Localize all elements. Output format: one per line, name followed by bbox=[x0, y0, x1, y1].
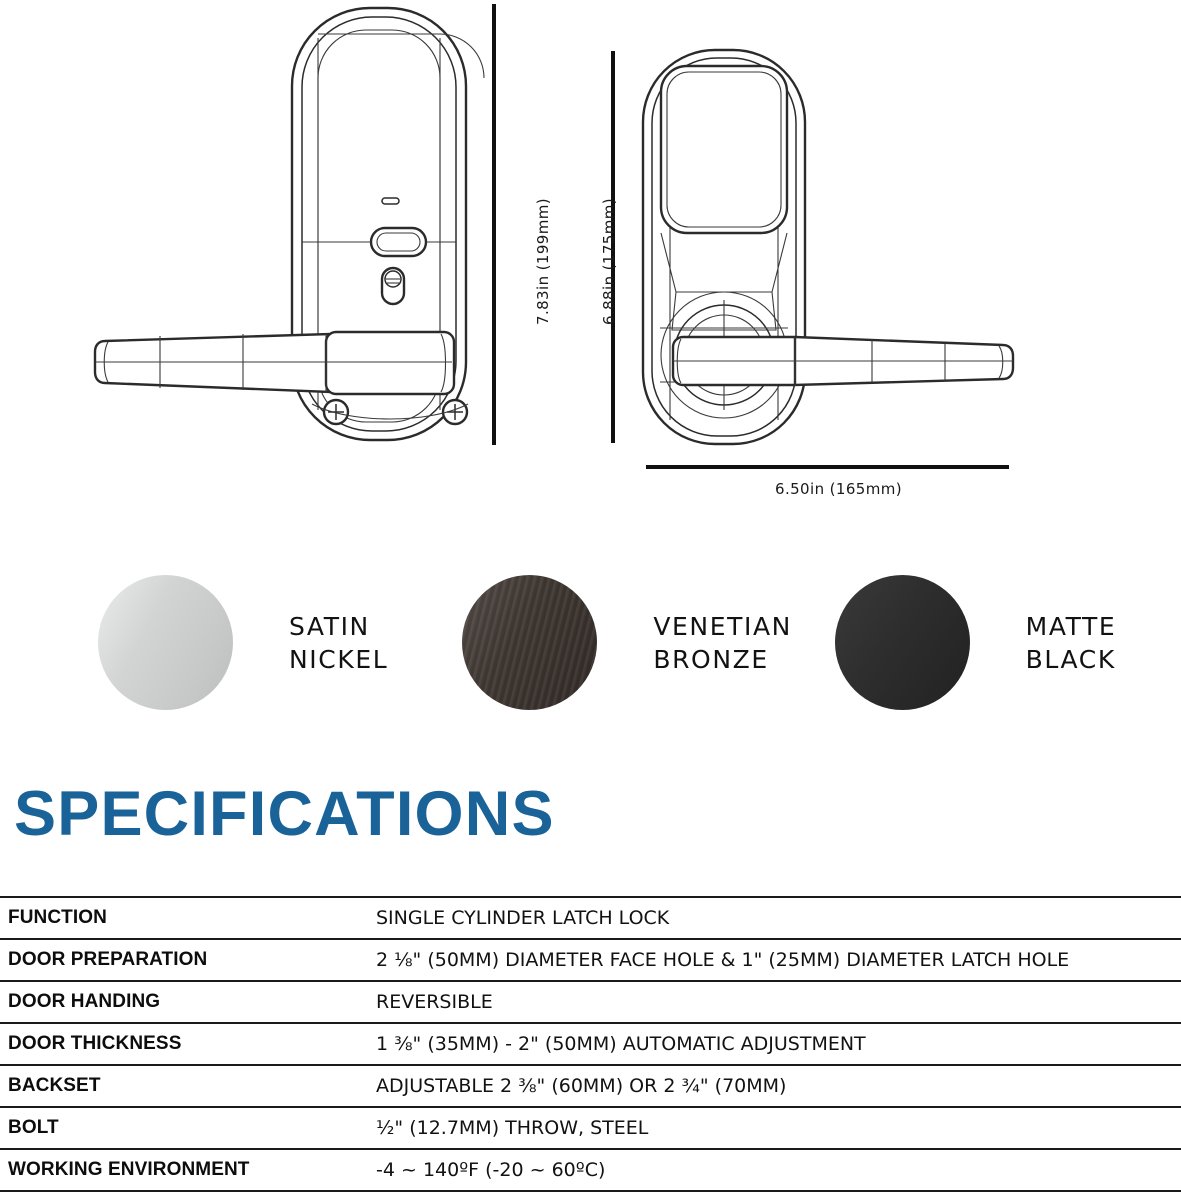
table-row bbox=[0, 1107, 1181, 1149]
finish-label-line2: NICKEL bbox=[289, 644, 389, 674]
finish-label-line2: BRONZE bbox=[653, 644, 769, 674]
table-row bbox=[0, 1149, 1181, 1191]
specifications-table bbox=[0, 896, 1181, 1192]
finish-label-venetian-bronze bbox=[653, 610, 792, 676]
table-row bbox=[0, 1065, 1181, 1107]
finish-swatch-satin-nickel[interactable] bbox=[98, 575, 233, 710]
table-row bbox=[0, 939, 1181, 981]
dimension-label-height-interior: 7.83in (199mm) bbox=[534, 198, 552, 325]
spec-value: REVERSIBLE bbox=[368, 981, 1181, 1023]
specifications-table-body bbox=[0, 897, 1181, 1191]
finish-option-matte-black[interactable] bbox=[809, 575, 1181, 710]
spec-key: BACKSET bbox=[0, 1065, 368, 1107]
dimension-label-width-exterior: 6.50in (165mm) bbox=[775, 480, 902, 498]
technical-drawings-area bbox=[0, 0, 1181, 520]
finish-label-line2: BLACK bbox=[1025, 644, 1116, 674]
finish-label-matte-black bbox=[1026, 610, 1117, 676]
spec-key: DOOR PREPARATION bbox=[0, 939, 368, 981]
exterior-lock-drawing bbox=[643, 50, 1013, 444]
finish-swatch-matte-black[interactable] bbox=[835, 575, 970, 710]
spec-value: 1 ⅜" (35MM) - 2" (50MM) AUTOMATIC ADJUSTMENT bbox=[368, 1023, 1181, 1065]
interior-lock-drawing bbox=[95, 8, 484, 440]
finish-option-satin-nickel[interactable] bbox=[0, 575, 444, 710]
spec-value: SINGLE CYLINDER LATCH LOCK bbox=[368, 897, 1181, 939]
dimension-label-height-exterior: 6.88in (175mm) bbox=[600, 198, 618, 325]
lock-drawings-svg bbox=[0, 0, 1181, 520]
table-row bbox=[0, 897, 1181, 939]
finish-option-venetian-bronze[interactable] bbox=[444, 575, 808, 710]
spec-key: DOOR HANDING bbox=[0, 981, 368, 1023]
finish-label-satin-nickel bbox=[289, 610, 388, 676]
spec-key: DOOR THICKNESS bbox=[0, 1023, 368, 1065]
spec-key: BOLT bbox=[0, 1107, 368, 1149]
spec-value: ADJUSTABLE 2 ⅜" (60MM) OR 2 ¾" (70MM) bbox=[368, 1065, 1181, 1107]
finish-label-line1: VENETIAN bbox=[653, 611, 792, 641]
spec-value: -4 ~ 140ºF (-20 ~ 60ºC) bbox=[368, 1149, 1181, 1191]
spec-value: ½" (12.7MM) THROW, STEEL bbox=[368, 1107, 1181, 1149]
spec-value: 2 ⅛" (50MM) DIAMETER FACE HOLE & 1" (25MM) DIAMETER LATCH HOLE bbox=[368, 939, 1181, 981]
finish-label-line1: MATTE bbox=[1025, 611, 1117, 641]
finish-swatch-venetian-bronze[interactable] bbox=[462, 575, 597, 710]
table-row bbox=[0, 1023, 1181, 1065]
finish-options bbox=[0, 545, 1181, 740]
spec-key: WORKING ENVIRONMENT bbox=[0, 1149, 368, 1191]
spec-key: FUNCTION bbox=[0, 897, 368, 939]
finish-label-line1: SATIN bbox=[289, 611, 370, 641]
specifications-heading: SPECIFICATIONS bbox=[14, 779, 555, 849]
table-row bbox=[0, 981, 1181, 1023]
